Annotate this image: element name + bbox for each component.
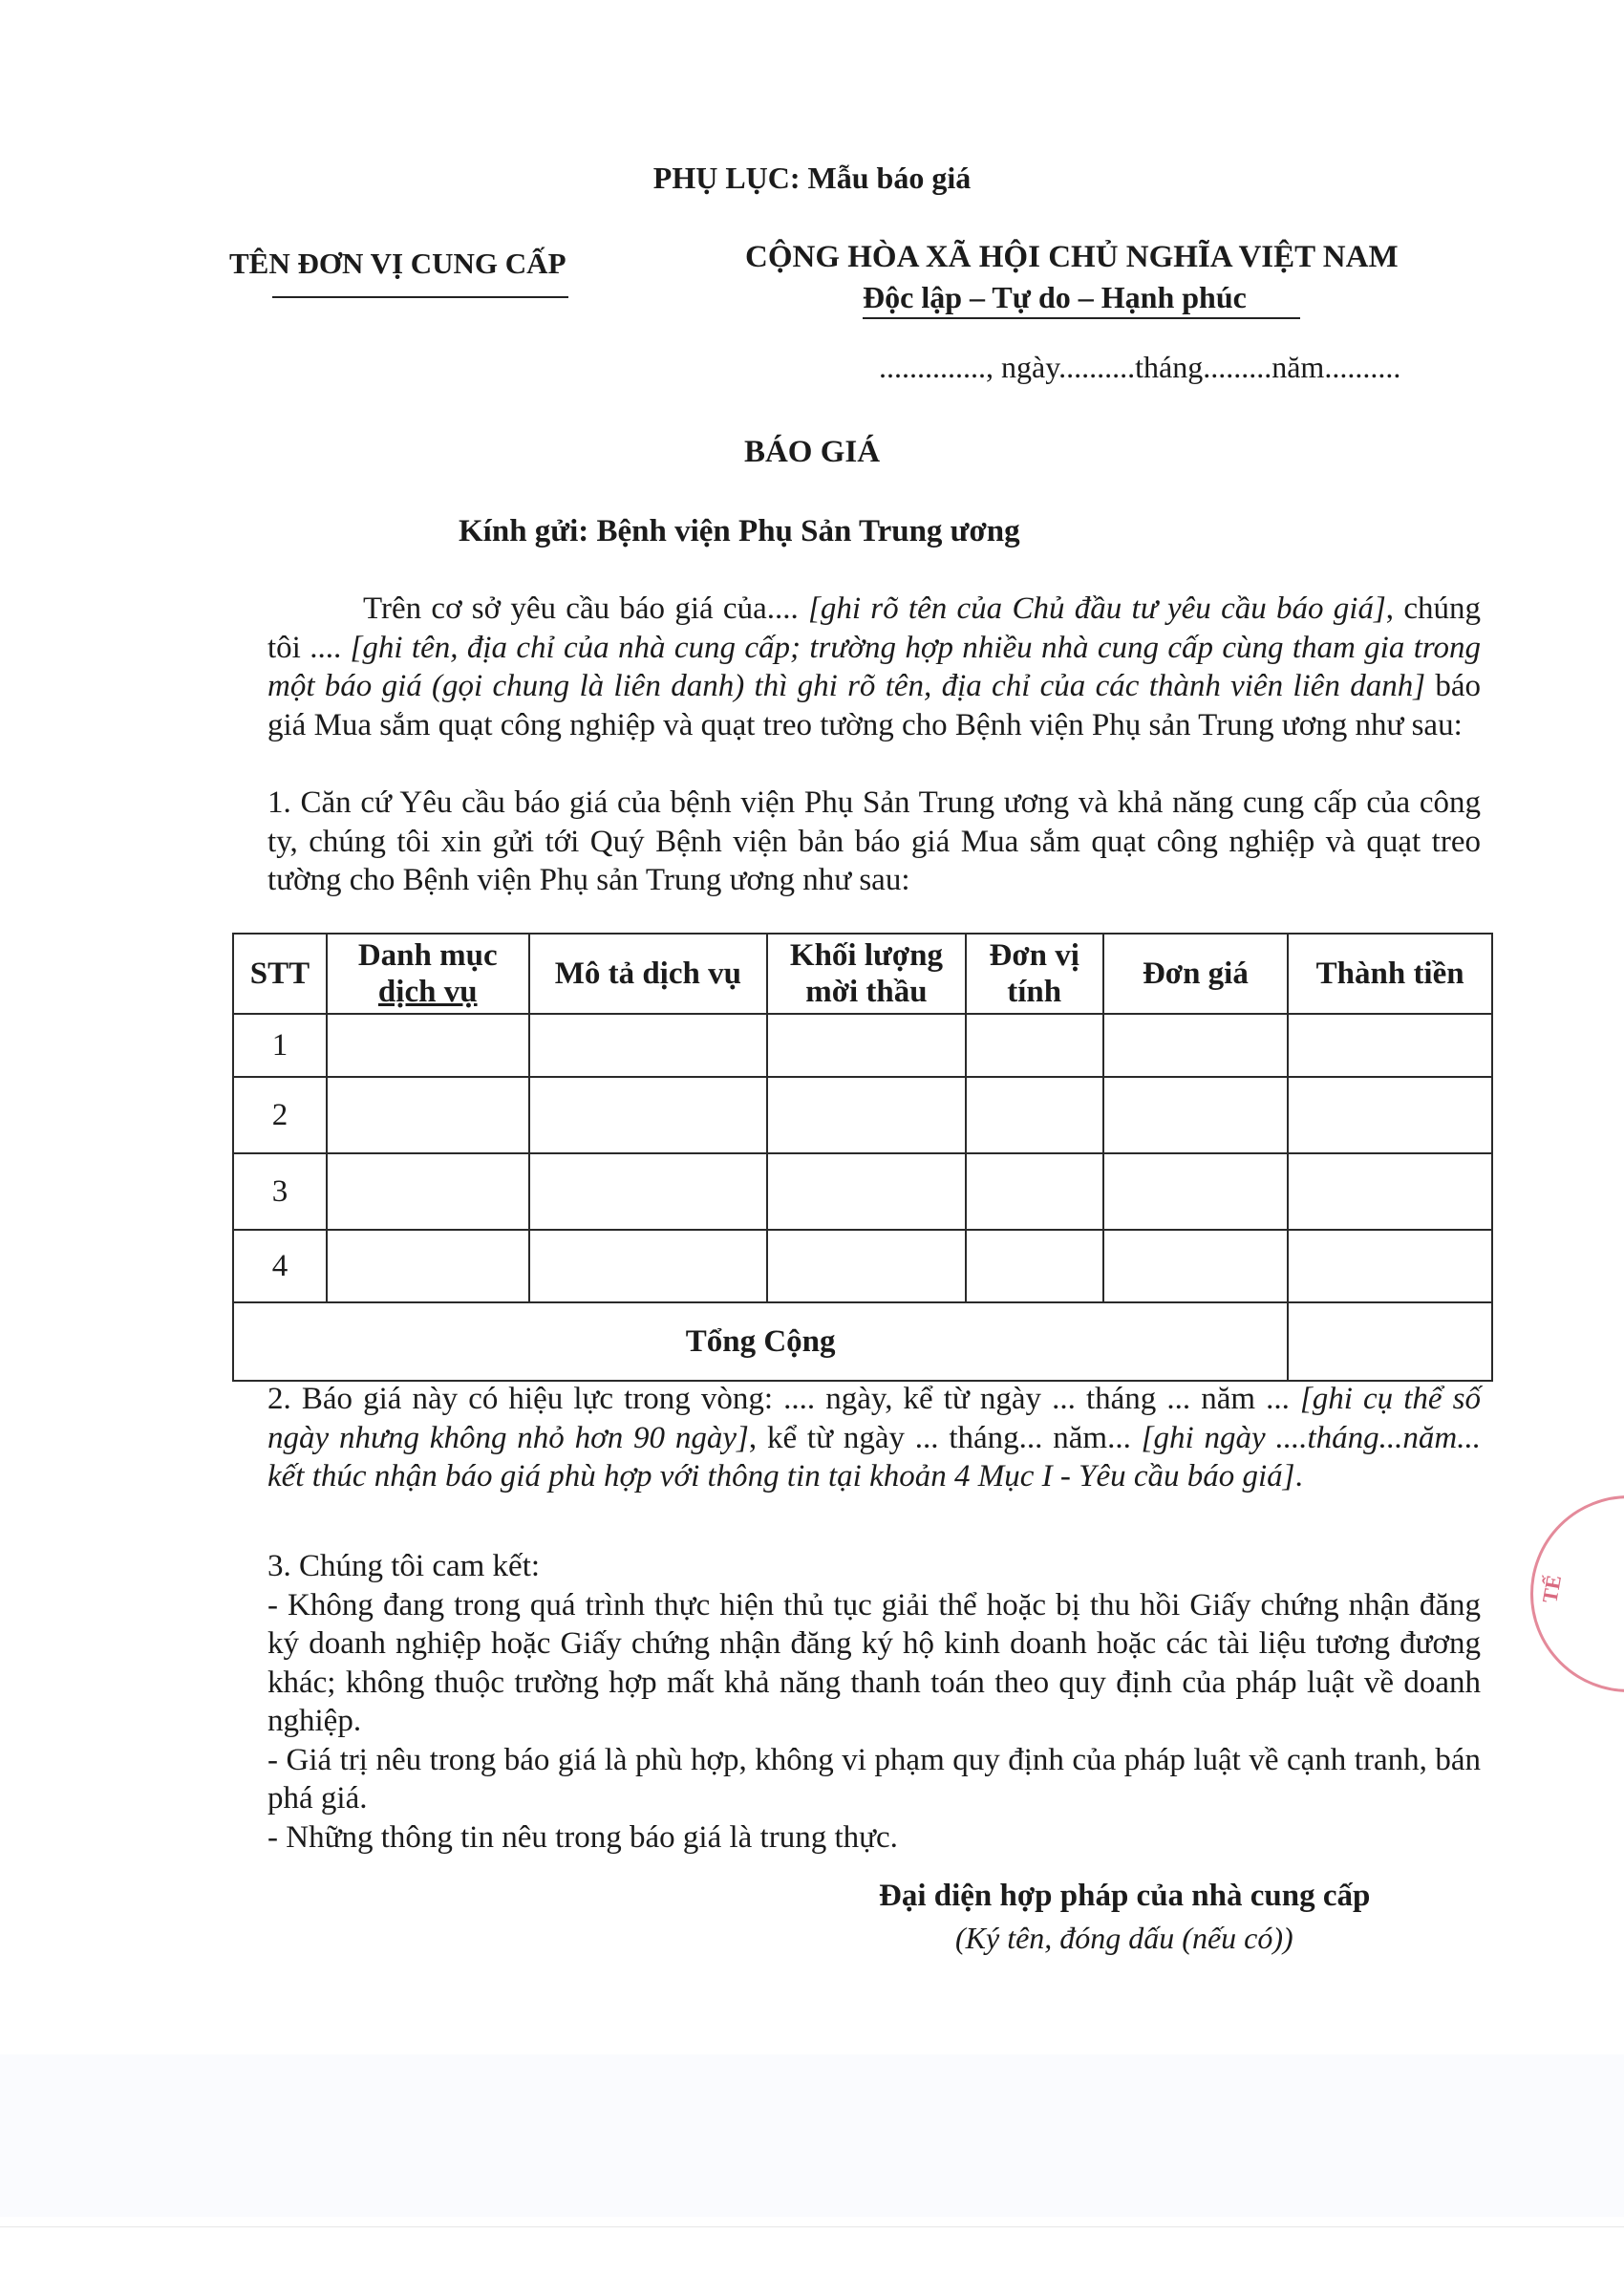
signature-note: (Ký tên, đóng dấu (nếu có)) [955, 1921, 1293, 1955]
row-stt: 4 [233, 1230, 327, 1302]
section-2-text-1: 2. Báo giá này có hiệu lực trong vòng: .... ngày, kể từ ngày ... tháng ... năm ... [267, 1382, 1300, 1416]
cell-unit [966, 1153, 1103, 1230]
scan-bottom-band [0, 2054, 1624, 2217]
motto-underline [863, 317, 1300, 319]
table-row [233, 1077, 1492, 1153]
section-2-note-1: [ghi cụ thể số ngày nhưng không nhỏ hơn 90 ngày] [267, 1382, 1481, 1455]
header-category [327, 934, 529, 1014]
cell-category [327, 1230, 529, 1302]
commitment-item: - Giá trị nêu trong báo giá là phù hợp, không vi phạm quy định của pháp luật về cạnh tranh, bán phá giá. [267, 1742, 1481, 1816]
row-stt: 3 [233, 1153, 327, 1230]
table-row [233, 1014, 1492, 1077]
document-title: BÁO GIÁ [743, 435, 881, 469]
intro-text-3: báo giá Mua sắm quạt công nghiệp và quạt treo tường cho Bệnh viện Phụ sản Trung ương như sau: [267, 669, 1481, 742]
recipient: Kính gửi: Bệnh viện Phụ Sản Trung ương [459, 514, 1020, 548]
date-line: .............., ngày..........tháng.........năm.......... [879, 350, 1401, 384]
section-1: 1. Căn cứ Yêu cầu báo giá của bệnh viện Phụ Sản Trung ương và khả năng cung cấp của công ty, chúng tôi xin gửi tới Quý Bệnh viện bản báo giá Mua sắm quạt công nghiệp và quạt treo tường cho Bệnh viện Phụ sản Trung ương như sau: [267, 785, 1481, 897]
cell-quantity [767, 1014, 966, 1077]
cell-unit-price [1103, 1230, 1289, 1302]
intro-text-2: , chúng tôi .... [267, 591, 1481, 665]
header-description: Mô tả dịch vụ [529, 934, 768, 1014]
section-3-heading: 3. Chúng tôi cam kết: [267, 1549, 541, 1583]
cell-description [529, 1153, 768, 1230]
cell-amount [1288, 1014, 1492, 1077]
header-amount: Thành tiền [1288, 934, 1492, 1014]
cell-quantity [767, 1153, 966, 1230]
nation-name: CỘNG HÒA XÃ HỘI CHỦ NGHĨA VIỆT NAM [745, 240, 1399, 274]
cell-unit-price [1103, 1077, 1289, 1153]
cell-amount [1288, 1077, 1492, 1153]
annex-title: PHỤ LỤC: Mẫu báo giá [652, 161, 972, 195]
stamp-text-fragment: TẾ [1537, 1573, 1567, 1605]
cell-description [529, 1014, 768, 1077]
intro-text-1: Trên cơ sở yêu cầu báo giá của.... [363, 591, 808, 626]
row-stt: 1 [233, 1014, 327, 1077]
section-2 [267, 1380, 1481, 1496]
header-quantity-line-1: Khối lượng [789, 938, 943, 973]
cell-total-amount [1288, 1302, 1492, 1381]
cell-description [529, 1230, 768, 1302]
section-2-text-3: . [1294, 1459, 1303, 1494]
table-row [233, 1230, 1492, 1302]
row-stt: 2 [233, 1077, 327, 1153]
header-unit-line-1: Đơn vị [989, 938, 1079, 973]
header-quantity-line-2: mời thầu [805, 975, 928, 1009]
cell-category [327, 1153, 529, 1230]
commitment-item: - Không đang trong quá trình thực hiện thủ tục giải thể hoặc bị thu hồi Giấy chứng nhận đăng ký doanh nghiệp hoặc Giấy chứng nhận đăng ký hộ kinh doanh hoặc các tài liệu tương đương khác; không thuộc trường hợp mất khả năng thanh toán theo quy định của pháp luật về doanh nghiệp. [267, 1587, 1481, 1738]
nation-motto: Độc lập – Tự do – Hạnh phúc [863, 280, 1247, 314]
header-category-line-2: dịch vụ [377, 975, 478, 1009]
intro-note-2: [ghi tên, địa chỉ của nhà cung cấp; trường hợp nhiều nhà cung cấp cùng tham gia trong một báo giá (gọi chung là liên danh) thì ghi rõ tên, địa chỉ của các thành viên liên danh] [267, 630, 1481, 703]
header-stt: STT [233, 934, 327, 1014]
header-unit [966, 934, 1103, 1014]
signature-title: Đại diện hợp pháp của nhà cung cấp [879, 1879, 1371, 1913]
intro-paragraph [267, 590, 1481, 744]
scan-edge-line [0, 2226, 1624, 2227]
cell-category [327, 1014, 529, 1077]
cell-amount [1288, 1230, 1492, 1302]
supplier-underline [272, 296, 568, 298]
cell-unit-price [1103, 1153, 1289, 1230]
cell-quantity [767, 1230, 966, 1302]
table-header-row [233, 934, 1492, 1014]
cell-unit [966, 1230, 1103, 1302]
commitment-item: - Những thông tin nêu trong báo giá là trung thực. [267, 1819, 898, 1855]
supplier-name-label: TÊN ĐƠN VỊ CUNG CẤP [229, 247, 566, 280]
header-quantity [767, 934, 966, 1014]
section-3 [267, 1547, 1481, 1857]
cell-category [327, 1077, 529, 1153]
cell-description [529, 1077, 768, 1153]
header-category-line-1: Danh mục [357, 938, 498, 973]
header-unit-price: Đơn giá [1103, 934, 1289, 1014]
cell-amount [1288, 1153, 1492, 1230]
section-2-note-2: [ghi ngày ....tháng...năm... kết thúc nhận báo giá phù hợp với thông tin tại khoản 4 Mục I - Yêu cầu báo giá] [267, 1420, 1481, 1494]
total-label: Tổng Cộng [233, 1302, 1288, 1381]
quotation-table [232, 933, 1493, 1382]
intro-note-1: [ghi rõ tên của Chủ đầu tư yêu cầu báo giá] [808, 591, 1386, 626]
cell-unit-price [1103, 1014, 1289, 1077]
cell-unit [966, 1077, 1103, 1153]
table-total-row [233, 1302, 1492, 1381]
table-row [233, 1153, 1492, 1230]
cell-unit [966, 1014, 1103, 1077]
header-unit-line-2: tính [1007, 975, 1062, 1009]
section-2-text-2: , kể từ ngày ... tháng... năm... [748, 1420, 1142, 1455]
cell-quantity [767, 1077, 966, 1153]
